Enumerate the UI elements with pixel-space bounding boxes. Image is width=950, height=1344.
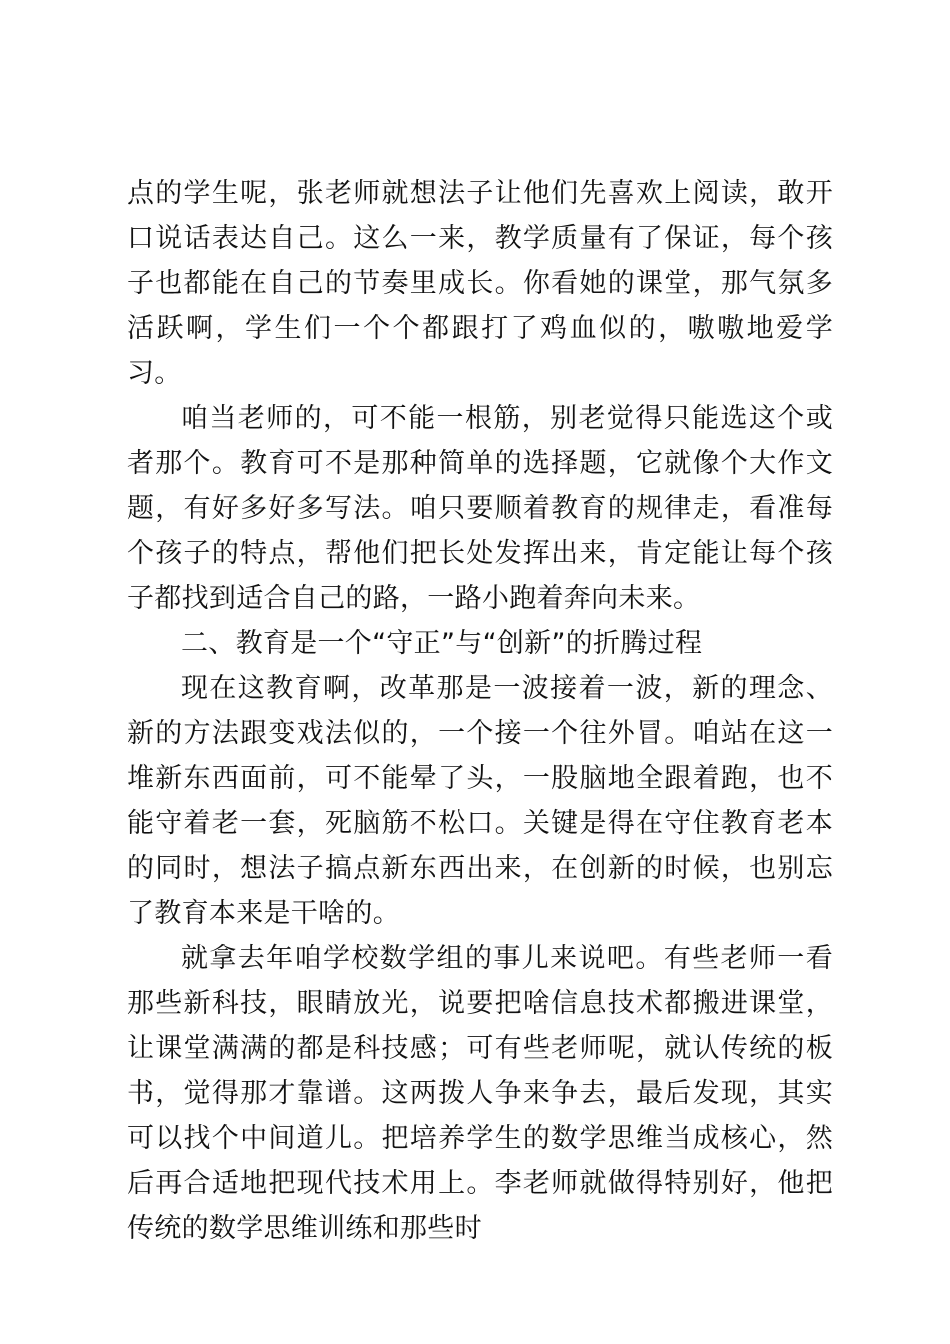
section-heading: 二、教育是一个“守正”与“创新”的折腾过程	[181, 628, 703, 659]
paragraph: 咱当老师的，可不能一根筋，别老觉得只能选这个或者那个。教育可不是那种简单的选择题，它就像个大作文题，有好多好多写法。咱只要顺着教育的规律走，看准每个孩子的特点，帮他们把长处发挥出来，肯定能让每个孩子都找到适合自己的路，一路小跑着奔向未来。	[127, 403, 833, 614]
paragraph-continuation: 点的学生呢，张老师就想法子让他们先喜欢上阅读，敢开口说话表达自己。这么一来，教学质量有了保证，每个孩子也都能在自己的节奏里成长。你看她的课堂，那气氛多活跃啊，学生们一个个都跟打了鸡血似的，嗷嗷地爱学习。	[127, 178, 833, 389]
paragraph: 现在这教育啊，改革那是一波接着一波，新的理念、新的方法跟变戏法似的，一个接一个往外冒。咱站在这一堆新东西面前，可不能晕了头，一股脑地全跟着跑，也不能守着老一套，死脑筋不松口。关键是得在守住教育老本的同时，想法子搞点新东西出来，在创新的时候，也别忘了教育本来是干啥的。	[127, 673, 833, 929]
paragraph: 就拿去年咱学校数学组的事儿来说吧。有些老师一看那些新科技，眼睛放光，说要把啥信息技术都搬进课堂，让课堂满满的都是科技感；可有些老师呢，就认传统的板书，觉得那才靠谱。这两拨人争来争去，最后发现，其实可以找个中间道儿。把培养学生的数学思维当成核心，然后再合适地把现代技术用上。李老师就做得特别好，他把传统的数学思维训练和那些时	[127, 943, 833, 1244]
body-text	[127, 171, 833, 1251]
